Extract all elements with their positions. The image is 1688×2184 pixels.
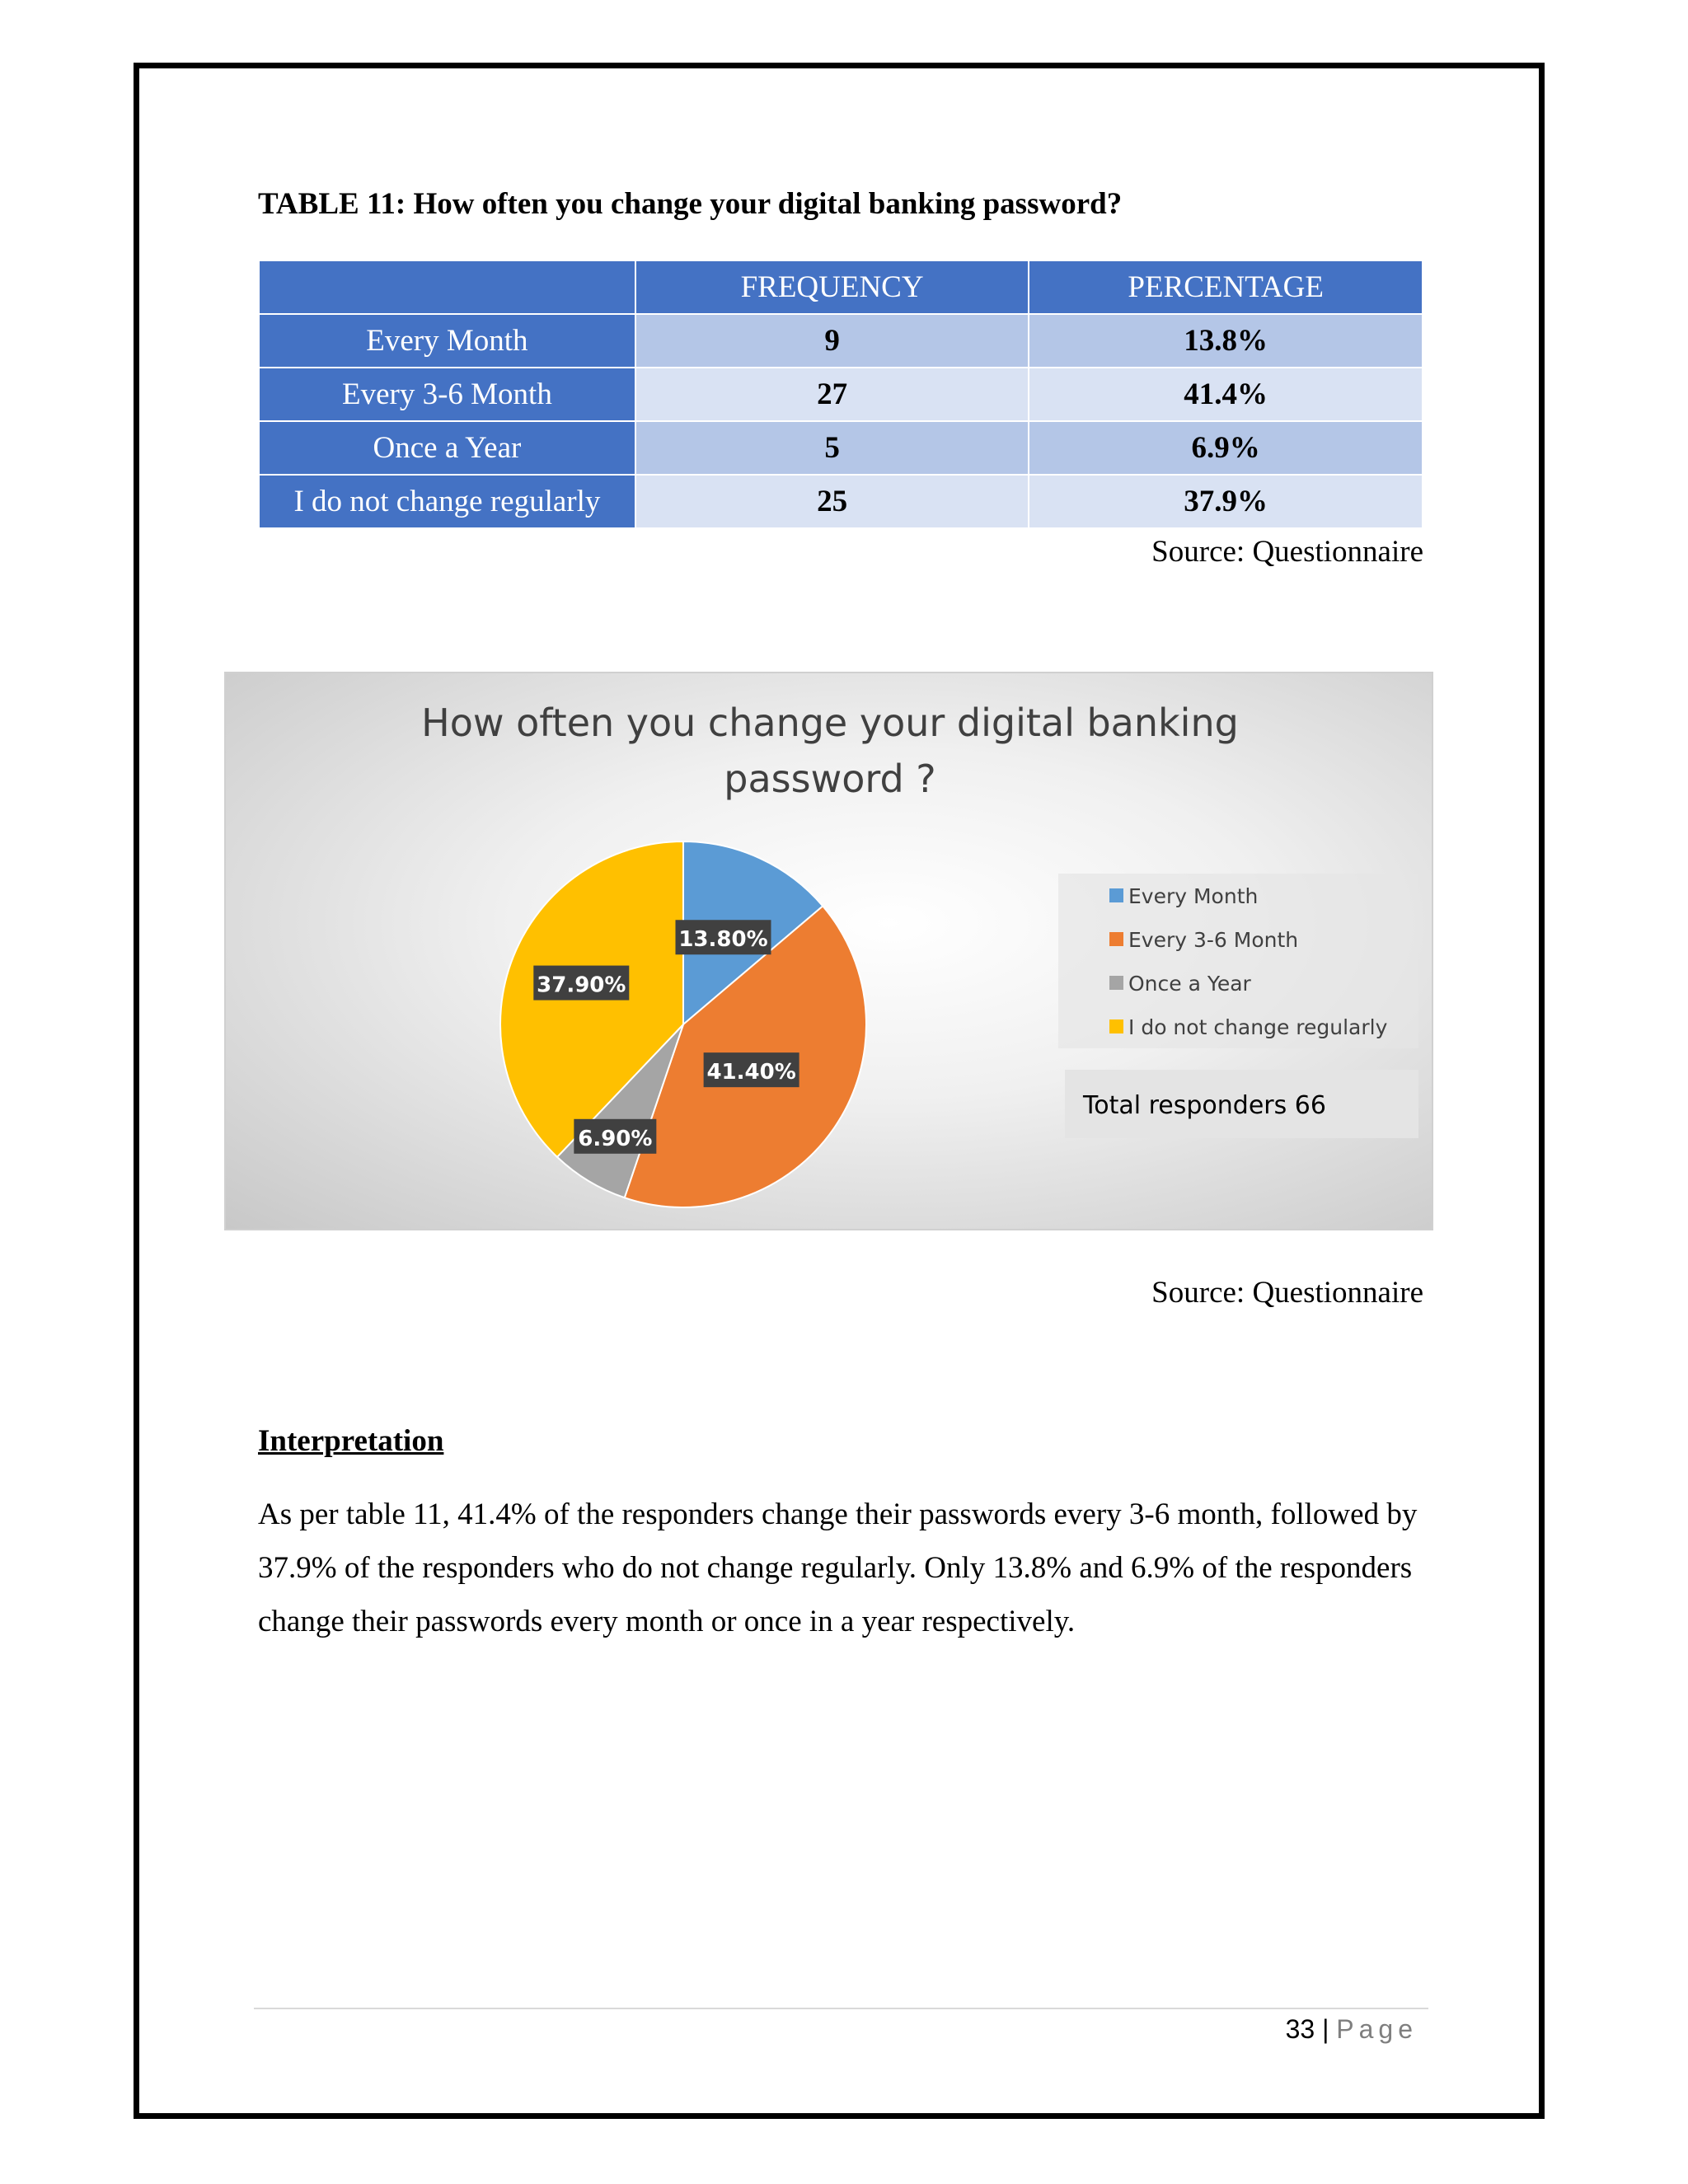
page-word: Page — [1336, 2014, 1418, 2044]
row-label: Once a Year — [259, 421, 635, 475]
row-label: Every 3-6 Month — [259, 368, 635, 421]
pie-chart-svg — [226, 673, 1435, 1232]
row-frequency: 5 — [635, 421, 1029, 475]
total-responders-box — [1065, 1070, 1418, 1138]
interpretation-heading: Interpretation — [258, 1424, 444, 1458]
data-label-text: 13.80% — [678, 927, 768, 953]
data-label — [533, 966, 629, 1001]
data-label — [704, 1052, 799, 1087]
legend-swatch — [1109, 888, 1123, 902]
row-frequency: 27 — [635, 368, 1029, 421]
legend-label: Every Month — [1128, 884, 1259, 908]
page-separator: | — [1322, 2014, 1329, 2044]
interpretation-text: As per table 11, 41.4% of the responders change their passwords every 3-6 month, followed by 37.9% of the responders who do not change regularly. Only 13.8% and 6.9% of the responders change their passwords every month or once in a year respectively. — [258, 1497, 1418, 1638]
row-label: Every Month — [259, 314, 635, 368]
chart-source: Source: Questionnaire — [1151, 1276, 1423, 1310]
table-source: Source: Questionnaire — [1151, 535, 1423, 569]
footer-divider — [254, 2008, 1428, 2009]
table-row — [259, 475, 1423, 528]
header-percentage: PERCENTAGE — [1029, 260, 1423, 314]
table-row — [259, 368, 1423, 421]
pie-chart — [224, 672, 1433, 1230]
row-percentage: 13.8% — [1029, 314, 1423, 368]
table-title: TABLE 11: How often you change your digital banking password? — [258, 187, 1123, 221]
row-percentage: 37.9% — [1029, 475, 1423, 528]
legend-swatch — [1109, 932, 1123, 946]
row-frequency: 25 — [635, 475, 1029, 528]
legend-label: Once a Year — [1128, 972, 1251, 996]
header-blank — [259, 260, 635, 314]
table-header-row — [259, 260, 1423, 314]
legend-swatch — [1109, 976, 1123, 990]
header-frequency: FREQUENCY — [635, 260, 1029, 314]
row-percentage: 41.4% — [1029, 368, 1423, 421]
pie-slices — [500, 841, 866, 1207]
legend-swatch — [1109, 1019, 1123, 1033]
table-row — [259, 314, 1423, 368]
total-responders-text: Total responders 66 — [1083, 1091, 1326, 1120]
data-label — [675, 920, 771, 954]
legend-label: Every 3-6 Month — [1128, 928, 1299, 952]
row-percentage: 6.9% — [1029, 421, 1423, 475]
data-label-text: 6.90% — [578, 1126, 653, 1151]
data-label-text: 41.40% — [706, 1060, 796, 1085]
chart-title-line1: How often you change your digital banking — [421, 701, 1239, 745]
frequency-table — [258, 260, 1423, 529]
row-frequency: 9 — [635, 314, 1029, 368]
chart-title-line2: password ? — [724, 757, 936, 801]
row-label: I do not change regularly — [259, 475, 635, 528]
data-label-text: 37.90% — [537, 972, 626, 998]
chart-legend — [1058, 874, 1418, 1048]
page-footer — [1286, 2014, 1418, 2045]
legend-label: I do not change regularly — [1128, 1015, 1388, 1039]
table-row — [259, 421, 1423, 475]
data-label — [574, 1119, 656, 1154]
page-number: 33 — [1285, 2014, 1315, 2044]
